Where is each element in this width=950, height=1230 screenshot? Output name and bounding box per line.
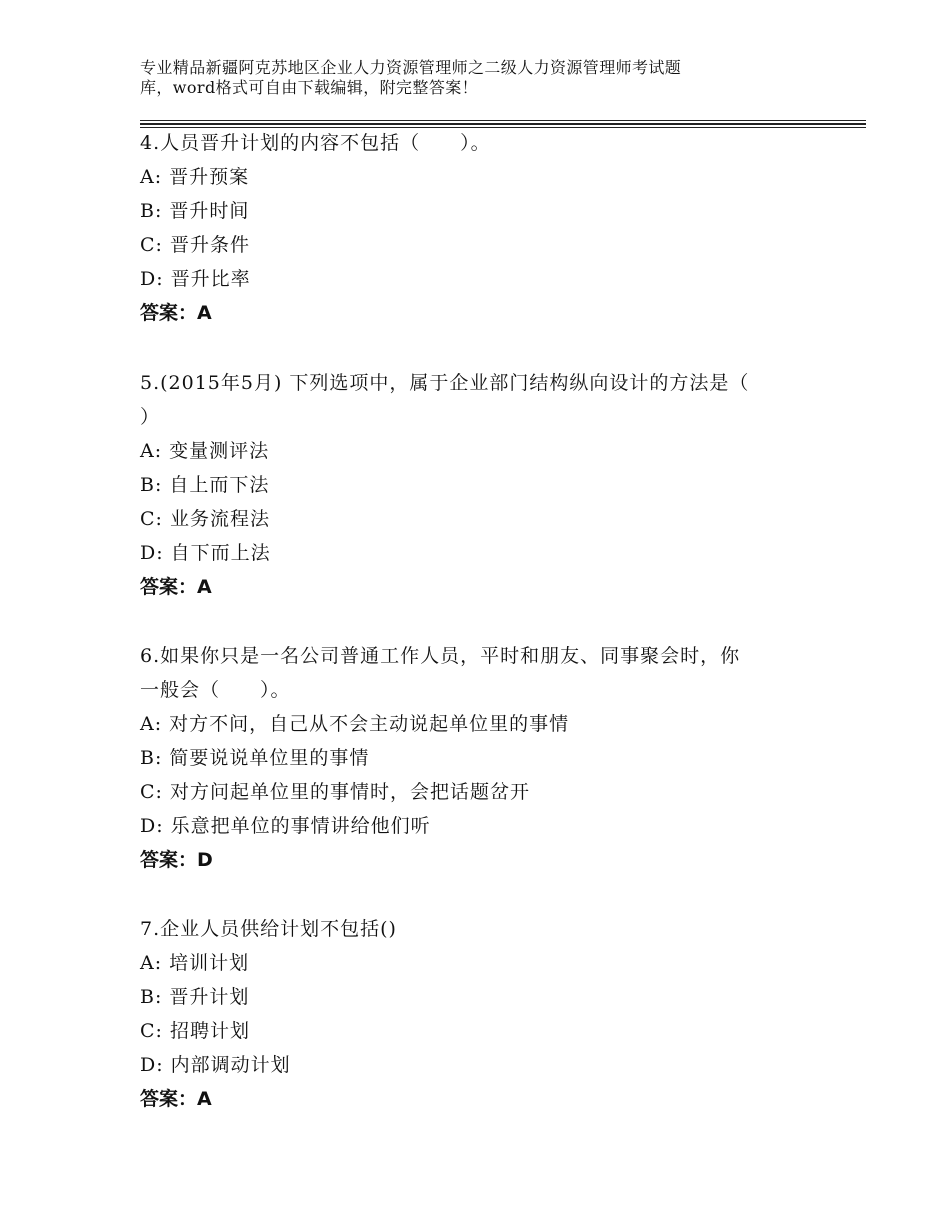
- option-b: B: 简要说说单位里的事情: [140, 747, 370, 769]
- question-stem: 5.(2015年5月) 下列选项中，属于企业部门结构纵向设计的方法是（: [140, 372, 750, 394]
- header-divider-top: [140, 120, 866, 121]
- option-b: B: 晋升时间: [140, 200, 250, 222]
- question-4: [140, 126, 820, 330]
- answer-label: 答案：D: [140, 849, 213, 871]
- document-header: [140, 58, 780, 98]
- option-d: D: 自下而上法: [140, 542, 271, 564]
- option-a: A: 对方不问，自己从不会主动说起单位里的事情: [140, 713, 570, 735]
- question-6: [140, 639, 820, 877]
- answer-label: 答案：A: [140, 576, 212, 598]
- header-divider-middle: [140, 123, 866, 125]
- option-a: A: 晋升预案: [140, 166, 250, 188]
- option-b: B: 自上而下法: [140, 474, 270, 496]
- option-d: D: 内部调动计划: [140, 1054, 291, 1076]
- question-stem: 4.人员晋升计划的内容不包括（ ）。: [140, 132, 491, 154]
- option-c: C: 对方问起单位里的事情时，会把话题岔开: [140, 781, 530, 803]
- option-c: C: 业务流程法: [140, 508, 270, 530]
- question-stem-continued: ）: [140, 406, 161, 428]
- question-stem: 6.如果你只是一名公司普通工作人员，平时和朋友、同事聚会时，你: [140, 645, 741, 667]
- option-c: C: 晋升条件: [140, 234, 250, 256]
- answer-label: 答案：A: [140, 1088, 212, 1110]
- question-5: [140, 366, 820, 604]
- question-stem-continued: 一般会（ ）。: [140, 679, 291, 701]
- option-c: C: 招聘计划: [140, 1020, 250, 1042]
- option-d: D: 乐意把单位的事情讲给他们听: [140, 815, 431, 837]
- question-7: [140, 912, 820, 1116]
- option-b: B: 晋升计划: [140, 986, 250, 1008]
- header-title-line-2: 库，word格式可自由下载编辑，附完整答案！: [140, 78, 479, 97]
- answer-label: 答案：A: [140, 302, 212, 324]
- question-stem: 7.企业人员供给计划不包括(): [140, 918, 397, 940]
- header-title-line-1: 专业精品新疆阿克苏地区企业人力资源管理师之二级人力资源管理师考试题: [140, 58, 682, 77]
- option-d: D: 晋升比率: [140, 268, 251, 290]
- option-a: A: 培训计划: [140, 952, 250, 974]
- option-a: A: 变量测评法: [140, 440, 270, 462]
